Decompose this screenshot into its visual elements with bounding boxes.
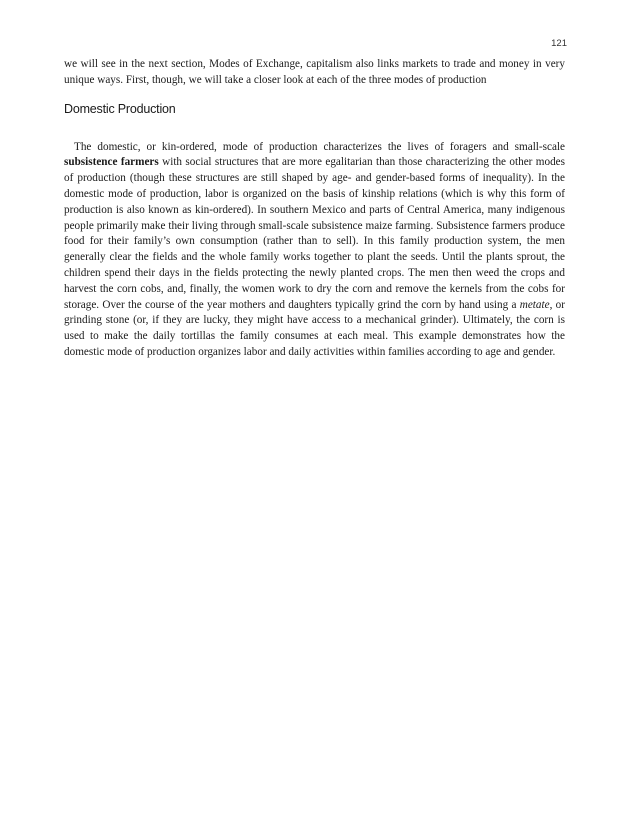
paragraph-text-part-3: , or grinding stone (or, if they are lucky, they might have access to a mechanical grinder). Ultimately, the corn is used to make the daily tortillas the family consumes at each meal. This example demonstrates how the domestic mode of production organizes labor and daily activities within families according to age and gender. bbox=[64, 298, 565, 358]
intro-paragraph: we will see in the next section, Modes of Exchange, capitalism also links markets to trade and money in very unique ways. First, though, we will take a closer look at each of the three modes of production bbox=[64, 58, 565, 86]
page-content bbox=[64, 57, 565, 361]
foreign-term-metate: metate bbox=[519, 298, 550, 311]
section-heading: Domestic Production bbox=[64, 101, 176, 116]
page-number: 121 bbox=[551, 38, 567, 49]
body-paragraph bbox=[64, 140, 565, 361]
paragraph-text-part-1: The domestic, or kin-ordered, mode of production characterizes the lives of foragers and small-scale bbox=[74, 140, 565, 153]
paragraph-text-part-2: with social structures that are more egalitarian than those characterizing the other modes of production (though these structures are still shaped by age- and gender-based forms of inequality). In the domestic mode of production, labor is organized on the basis of kinship relations (which is why this form of production is also known as kin-ordered). In southern Mexico and parts of Central America, many indigenous people primarily make their living through small-scale subsistence maize farming. Subsistence farmers produce food for their family’s own consumption (rather than to sell). In this family production system, the men generally clear the fields and the whole family works together to plant the seeds. Until the plants sprout, the children spend their days in the fields protecting the newly planted crops. The men then weed the crops and harvest the corn cobs, and, finally, the women work to dry the corn and remove the kernels from the cobs for storage. Over the course of the year mothers and daughters typically grind the corn by hand using a bbox=[64, 156, 565, 311]
key-term-subsistence-farmers: subsistence farmers bbox=[64, 156, 159, 169]
